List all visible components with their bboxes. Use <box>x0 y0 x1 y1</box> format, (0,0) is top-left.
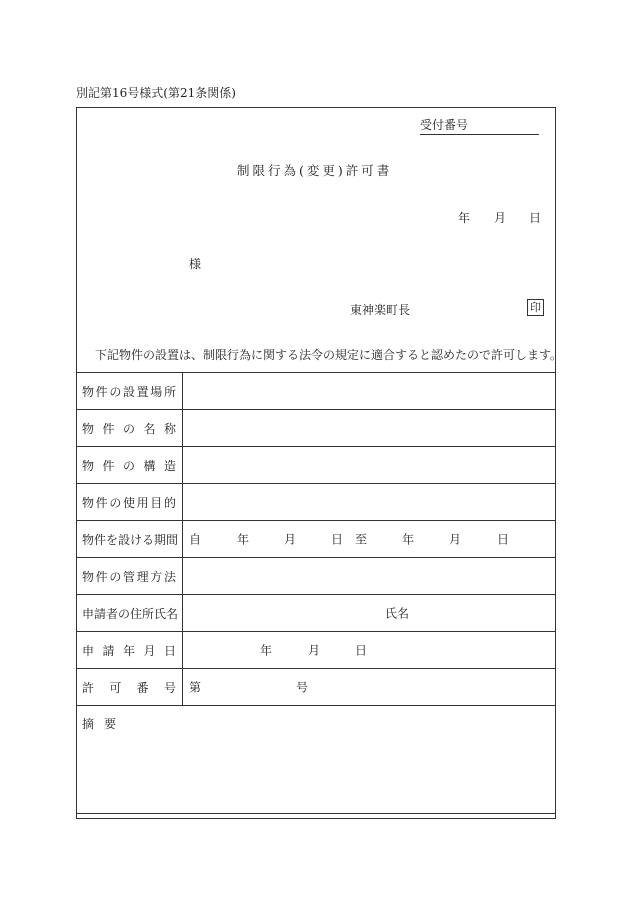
row-structure <box>77 447 556 484</box>
row-period <box>77 521 556 558</box>
remarks-field[interactable] <box>77 706 556 819</box>
row-name <box>77 410 556 447</box>
row-applicant <box>77 595 556 632</box>
label-management: 物 件 の 管 理 方 法 <box>77 558 183 595</box>
label-permit-number: 許 可 番 号 <box>77 669 183 706</box>
value-application-date[interactable] <box>183 632 556 669</box>
issue-date-year: 年 <box>458 211 471 225</box>
value-structure[interactable] <box>183 447 556 484</box>
row-purpose <box>77 484 556 521</box>
label-remarks: 摘 要 <box>82 717 116 731</box>
permit-form-frame <box>76 107 563 814</box>
receipt-number-field[interactable]: 受付番号 <box>420 116 539 135</box>
value-permit-number[interactable] <box>183 669 556 706</box>
application-year: 年 <box>260 643 273 658</box>
period-from-day: 日 <box>331 532 344 547</box>
document-title: 制限行為(変更)許可書 <box>237 163 393 178</box>
label-purpose: 物 件 の 使 用 目 的 <box>77 484 183 521</box>
value-name[interactable] <box>183 410 556 447</box>
value-applicant[interactable] <box>183 595 556 632</box>
label-application-date: 申 請 年 月 日 <box>77 632 183 669</box>
permit-details-table <box>76 372 556 819</box>
label-applicant: 申請者の住所氏名 <box>77 595 183 632</box>
period-from-year: 年 <box>237 532 250 547</box>
label-location: 物 件 の 設 置 場 所 <box>77 373 183 410</box>
issue-date-day: 日 <box>529 211 542 225</box>
period-from-month: 月 <box>284 532 297 547</box>
period-to-day: 日 <box>497 532 510 547</box>
issue-date-month: 月 <box>494 211 507 225</box>
value-period[interactable] <box>183 521 556 558</box>
addressee-suffix: 様 <box>189 257 202 271</box>
permit-number-prefix: 第 <box>189 680 202 695</box>
form-number-label: 別記第16号様式(第21条関係) <box>76 86 236 100</box>
value-management[interactable] <box>183 558 556 595</box>
row-management <box>77 558 556 595</box>
period-to-year: 年 <box>402 532 415 547</box>
period-to-month: 月 <box>449 532 462 547</box>
application-month: 月 <box>308 643 321 658</box>
period-from: 自 <box>189 532 202 547</box>
form-header <box>77 108 563 372</box>
application-day: 日 <box>355 643 368 658</box>
permit-statement: 下記物件の設置は、制限行為に関する法令の規定に適合すると認めたので許可します。 <box>95 348 563 362</box>
value-location[interactable] <box>183 373 556 410</box>
period-to: 至 <box>355 532 368 547</box>
row-application-date <box>77 632 556 669</box>
issuer-name: 東神楽町長 <box>350 303 411 317</box>
applicant-name-label: 氏名 <box>385 606 410 621</box>
seal-mark: 印 <box>527 299 544 316</box>
row-permit-number <box>77 669 556 706</box>
label-name: 物 件 の 名 称 <box>77 410 183 447</box>
value-purpose[interactable] <box>183 484 556 521</box>
label-period: 物件を設ける期間 <box>77 521 183 558</box>
row-remarks <box>77 706 556 819</box>
permit-number-suffix: 号 <box>296 680 309 695</box>
row-location <box>77 373 556 410</box>
label-structure: 物 件 の 構 造 <box>77 447 183 484</box>
